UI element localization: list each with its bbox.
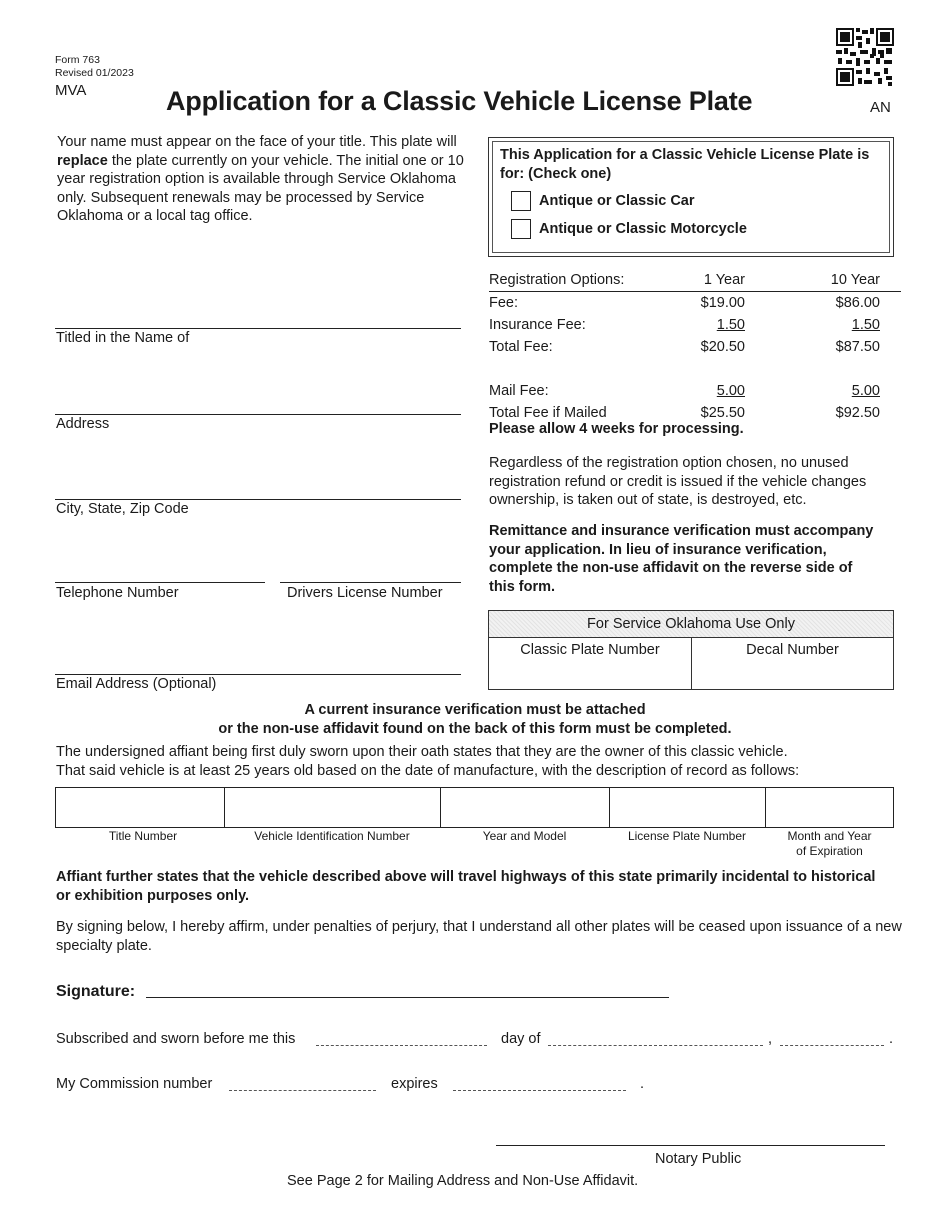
drivers-license-field[interactable] [280, 582, 461, 583]
option-car[interactable]: Antique or Classic Car [511, 191, 695, 211]
period-separator: . [889, 1031, 894, 1047]
address-label: Address [56, 416, 110, 432]
notary-signature-field[interactable] [496, 1145, 885, 1146]
affiant-statement-line1: The undersigned affiant being first duly sworn upon their oath states that they are the owner of this classic vehicle. [56, 744, 788, 760]
revised-date: Revised 01/2023 [55, 67, 134, 79]
refund-note: Regardless of the registration option chosen, no unused registration refund or credit is issued if the vehicle changes ownership, is taken out of state, is destroyed, etc. [489, 455, 867, 508]
fee-row: Total Fee if Mailed $25.50 $92.50 [489, 405, 880, 421]
telephone-label: Telephone Number [56, 585, 179, 601]
sworn-month-field[interactable] [548, 1045, 763, 1046]
fee-row: Mail Fee: 5.00 5.00 [489, 383, 880, 399]
expires-field[interactable] [453, 1090, 626, 1091]
year-model-label: Year and Model [482, 829, 567, 843]
application-type-heading: This Application for a Classic Vehicle License Plate is for: (Check one) [500, 147, 870, 182]
fee-row: Insurance Fee: 1.50 1.50 [489, 317, 880, 333]
remittance-note: Remittance and insurance verification must accompany your application. In lieu of insurance verification, complete the non-use affidavit on the reverse side of this form. [489, 523, 874, 595]
year-model-cell[interactable] [441, 788, 609, 827]
notary-public-label: Notary Public [655, 1151, 742, 1167]
titled-name-field[interactable] [55, 328, 461, 329]
commission-label: My Commission number [56, 1076, 213, 1092]
motorcycle-checkbox[interactable] [511, 219, 531, 239]
sworn-year-field[interactable] [780, 1045, 884, 1046]
fee-row: Fee: $19.00 $86.00 [489, 295, 880, 311]
option-motorcycle[interactable]: Antique or Classic Motorcycle [511, 219, 747, 239]
form-number: Form 763 [55, 54, 100, 66]
vehicle-table [55, 787, 894, 828]
fee-row: Total Fee: $20.50 $87.50 [489, 339, 880, 355]
form-code: AN [870, 99, 891, 116]
insurance-notice-line1: A current insurance verification must be attached [304, 702, 646, 718]
page-title: Application for a Classic Vehicle License Plate [166, 86, 753, 116]
title-number-cell[interactable] [56, 788, 224, 827]
drivers-license-label: Drivers License Number [287, 585, 443, 601]
affiant-statement-line2: That said vehicle is at least 25 years old based on the date of manufacture, with the description of record as follows: [56, 763, 800, 779]
fee-table [489, 269, 901, 424]
affirmation-statement: By signing below, I hereby affirm, under penalties of perjury, that I understand all other plates will be ceased upon issuance of a new specialty plate. [56, 919, 902, 954]
decal-number-label: Decal Number [746, 642, 839, 658]
qr-code-icon [836, 28, 894, 86]
insurance-notice-line2: or the non-use affidavit found on the back of this form must be completed. [218, 721, 732, 737]
expiration-label: Month and Year of Expiration [787, 829, 872, 858]
comma-separator: , [768, 1031, 773, 1047]
email-label: Email Address (Optional) [56, 676, 217, 692]
titled-name-label: Titled in the Name of [56, 330, 190, 346]
intro-paragraph: Your name must appear on the face of your title. This plate will replace the plate currently on your vehicle. The initial one or 10 year registration option is available through Service Oklahoma only. Subsequent renewals may be processed by Service Oklahoma or a local tag office. [57, 134, 464, 224]
license-plate-label: License Plate Number [627, 829, 747, 843]
expires-period: . [640, 1076, 645, 1092]
commission-number-field[interactable] [229, 1090, 376, 1091]
telephone-field[interactable] [55, 582, 265, 583]
email-field[interactable] [55, 674, 461, 675]
day-of-label: day of [501, 1031, 541, 1047]
signature-label: Signature: [56, 983, 136, 1000]
office-use-heading: For Service Oklahoma Use Only [489, 611, 893, 638]
fee-header-10yr: 10 Year [830, 272, 880, 288]
expires-label: expires [391, 1076, 438, 1092]
city-state-zip-label: City, State, Zip Code [56, 501, 189, 517]
license-plate-cell[interactable] [610, 788, 765, 827]
city-state-zip-field[interactable] [55, 499, 461, 500]
expiration-cell[interactable] [766, 788, 893, 827]
title-number-label: Title Number [108, 829, 178, 843]
vin-cell[interactable] [225, 788, 440, 827]
footer-note: See Page 2 for Mailing Address and Non-Use Affidavit. [287, 1173, 639, 1189]
car-checkbox[interactable] [511, 191, 531, 211]
classic-plate-number-label: Classic Plate Number [520, 642, 660, 658]
application-type-box [488, 137, 894, 257]
office-use-box [488, 610, 894, 690]
fee-header-options: Registration Options: [489, 272, 625, 288]
address-field[interactable] [55, 414, 461, 415]
processing-note: Please allow 4 weeks for processing. [489, 421, 744, 437]
vin-label: Vehicle Identification Number [254, 829, 410, 843]
sworn-prefix: Subscribed and sworn before me this [56, 1031, 296, 1047]
agency-code: MVA [55, 82, 87, 99]
affiant-further-statement: Affiant further states that the vehicle described above will travel highways of this state primarily incidental to historical or exhibition purposes only. [56, 869, 876, 904]
fee-header-1yr: 1 Year [703, 272, 745, 288]
sworn-day-field[interactable] [316, 1045, 487, 1046]
signature-field[interactable] [146, 997, 669, 998]
